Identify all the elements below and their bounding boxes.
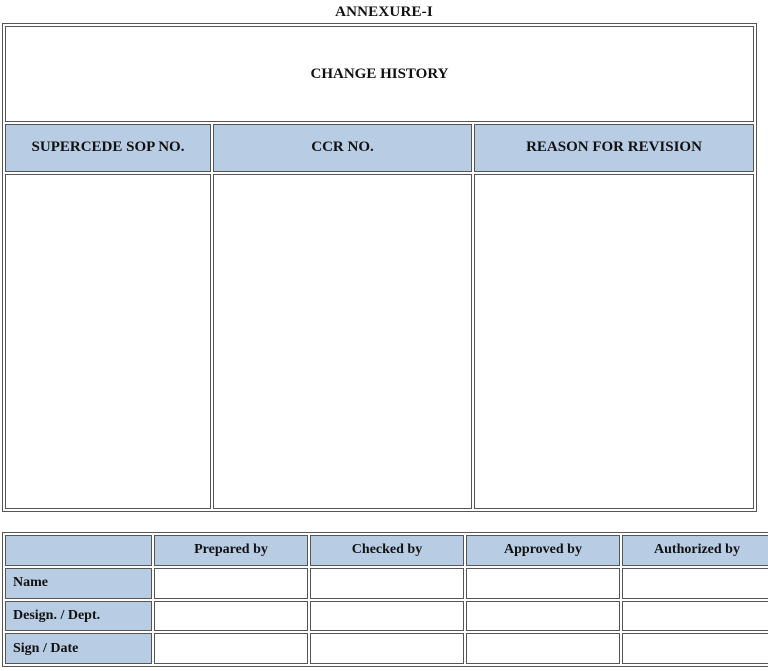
sign-date-row-label: Sign / Date: [5, 633, 152, 664]
authorized-by-sign-cell[interactable]: [622, 633, 768, 664]
sign-date-row: [5, 633, 768, 664]
signature-table: [2, 532, 768, 667]
approved-by-name-cell[interactable]: [466, 568, 620, 599]
design-dept-row: [5, 601, 768, 632]
authorized-by-design-cell[interactable]: [622, 601, 768, 632]
approved-by-header: Approved by: [466, 535, 620, 566]
reason-for-revision-cell[interactable]: [474, 174, 754, 509]
prepared-by-header: Prepared by: [154, 535, 308, 566]
change-history-table: [2, 23, 757, 512]
prepared-by-sign-cell[interactable]: [154, 633, 308, 664]
change-history-title: CHANGE HISTORY: [5, 26, 754, 122]
ccr-no-header: CCR NO.: [213, 124, 472, 171]
signature-corner-header: [5, 535, 152, 566]
reason-for-revision-header: REASON FOR REVISION: [474, 124, 754, 171]
supercede-sop-header: SUPERCEDE SOP NO.: [5, 124, 211, 171]
checked-by-design-cell[interactable]: [310, 601, 464, 632]
prepared-by-name-cell[interactable]: [154, 568, 308, 599]
authorized-by-name-cell[interactable]: [622, 568, 768, 599]
supercede-sop-cell[interactable]: [5, 174, 211, 509]
name-row: [5, 568, 768, 599]
authorized-by-header: Authorized by: [622, 535, 768, 566]
checked-by-name-cell[interactable]: [310, 568, 464, 599]
approved-by-sign-cell[interactable]: [466, 633, 620, 664]
checked-by-header: Checked by: [310, 535, 464, 566]
ccr-no-cell[interactable]: [213, 174, 472, 509]
approved-by-design-cell[interactable]: [466, 601, 620, 632]
annexure-title: ANNEXURE-I: [335, 4, 433, 20]
name-row-label: Name: [5, 568, 152, 599]
prepared-by-design-cell[interactable]: [154, 601, 308, 632]
design-dept-row-label: Design. / Dept.: [5, 601, 152, 632]
checked-by-sign-cell[interactable]: [310, 633, 464, 664]
